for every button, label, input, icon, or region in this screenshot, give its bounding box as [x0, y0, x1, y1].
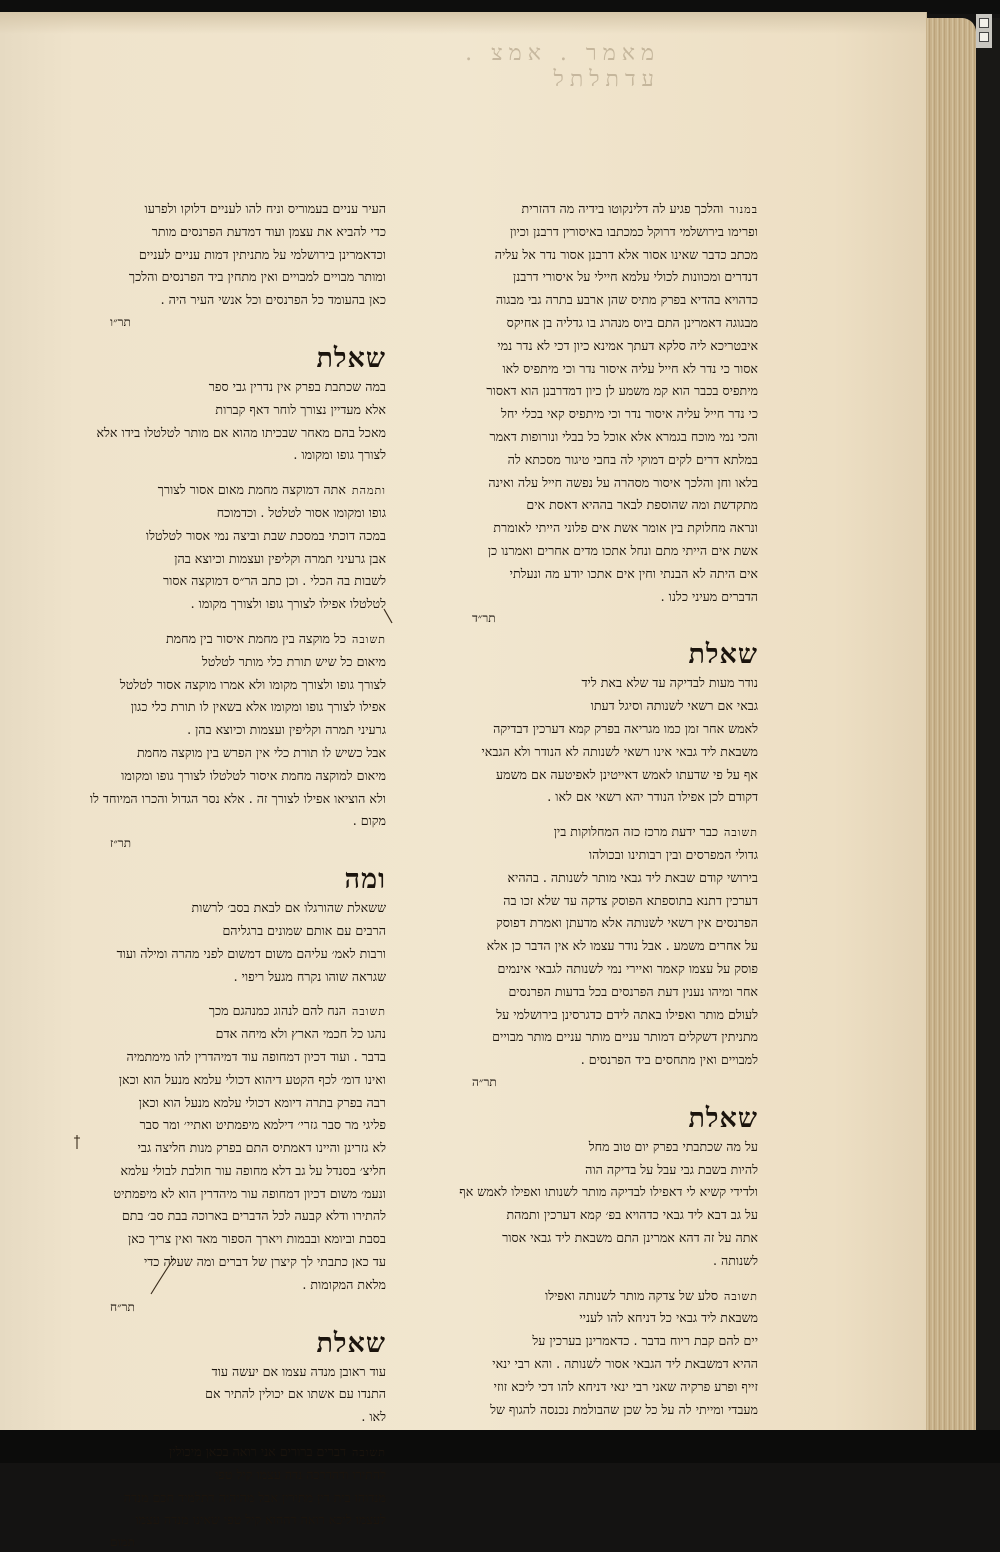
line-text: ולדידי קשיא לי דאפילו לבדיקה מותר לשנותו ואפילו לאמש אף: [459, 1184, 758, 1200]
text-line: [70, 422, 386, 445]
text-line: [432, 935, 758, 958]
text-line: [432, 741, 758, 764]
line-text: בסבת וביומא ובבמות ויארך הספור מאד ואין צריך כאן: [127, 1231, 386, 1247]
text-line: [432, 517, 758, 540]
lead-word: ותמהת: [351, 484, 386, 498]
line-text: להתירו ודהדרכה נדה עצמו קיל טפי: [215, 1466, 386, 1482]
line-text: אתה דמוקצה מחמת מאום אסור לצורך: [157, 482, 346, 498]
line-text: במלתא דרים לקים דמוקי לה בחבי טיגור מסכתא לה: [507, 451, 758, 467]
text-line: [432, 1353, 758, 1376]
text-line: [432, 449, 758, 472]
text-line: [432, 672, 758, 695]
line-text: ונעמ׳ משום דכיון דמחופה עור מיהדרין הוא לא מיפמתיט: [113, 1185, 386, 1201]
line-text: למבויים ואין מתחסים ביד הפרנסים .: [580, 1052, 758, 1068]
text-line: [432, 586, 758, 609]
line-text: מתניתין דשקלים דמותר עניים מותר עניים מותר מבויים: [492, 1029, 758, 1045]
line-text: אף על פי שדעתו לאמש דאייטינן לאפיטעה אם משמע: [495, 766, 758, 782]
text-line: [70, 198, 386, 221]
text-line: [70, 719, 386, 742]
text-line: [432, 1399, 758, 1422]
text-line: [70, 696, 386, 719]
line-text: דנדרים ומכוונות לכולי עלמא חיילי על איסורי דרבנן: [513, 269, 758, 285]
text-line: [70, 1046, 386, 1069]
text-line: [70, 221, 386, 244]
text-line: [70, 628, 386, 651]
text-line: [70, 810, 386, 833]
line-text: לאמש אחר זמן כמו מגריאה בפרק קמא דערכין דבדיקה: [493, 720, 758, 736]
section-heading: שאלת: [316, 342, 386, 374]
line-text: ורבות לאמ׳ עליהם משום דמשום לפני מהרה ומילה ועוד: [116, 945, 386, 961]
text-line: [432, 426, 758, 449]
line-text: גופו ומקומו אסור לטלטל . וכדמוכח: [216, 504, 386, 520]
line-text: מיאום כל שיש תורת כלי מותר לטלטל: [201, 653, 386, 669]
text-line: [70, 376, 386, 399]
line-text: כל מוקצה בין מחמת איסור בין מחמת: [165, 630, 347, 646]
text-line: [70, 266, 386, 289]
text-line: [432, 1136, 758, 1159]
text-line: [70, 1023, 386, 1046]
text-line: [432, 958, 758, 981]
text-line: [432, 1227, 758, 1250]
text-line: [432, 981, 758, 1004]
line-text: גדולי המפרסים ובין רבותינו ובכולהו: [588, 846, 758, 862]
line-text: הפרנסים אין רשאי לשנותה אלא מדעתן ואמרת דפוסק: [496, 915, 758, 931]
page-gutter-shadow: [0, 12, 926, 34]
text-line: [432, 335, 758, 358]
line-text: אפילו לצורך גופו ומקומו אלא בשאין לו תורת כלי כגון: [130, 699, 386, 715]
text-line: [70, 1092, 386, 1115]
color-calibration-strip: [976, 14, 992, 48]
text-line: [70, 1183, 386, 1206]
line-text: להיות בשבת גבי עבל על בדיקה הוה: [585, 1161, 758, 1177]
text-line: [70, 289, 386, 312]
line-text: מעבדי ומייתי לה על כל שכן שהבולמת נכנסה להגוף של: [490, 1401, 758, 1417]
text-line: [432, 540, 758, 563]
line-text: וכדאמרינן בירושלמי על מתניתין דמות עניים לעניים: [138, 246, 386, 262]
line-text: העיר עניים בעמוריס וניח להו לעניים דלוקו ולפרעו: [144, 201, 386, 216]
text-line: [432, 912, 758, 935]
text-line: [70, 244, 386, 267]
line-text: בדבר . ועוד דכיון דמחופה עוד דמיהדרין להו מימתמיה: [126, 1048, 386, 1064]
text-line: [432, 1307, 758, 1330]
lead-word: תשובה: [352, 632, 386, 646]
line-text: לשנותה .: [712, 1252, 758, 1268]
text-line: [70, 1069, 386, 1092]
line-text: פליגי מר סבר גזרי׳ דילמא מיפמתיט ואתיי׳ ומר סבר: [139, 1117, 386, 1133]
line-text: כדהויא בהדיא בפרק מתיס שהן ארבע בתרה גבי מבגוה: [495, 292, 758, 308]
text-line: [432, 890, 758, 913]
lead-word: תשובה: [352, 1005, 386, 1019]
line-text: עוד ראובן מנדה עצמו אם יעשה עוד: [211, 1363, 386, 1379]
line-text: נודר מעות לבדיקה עד שלא באת ליד: [581, 675, 758, 691]
line-text: ואינו דומ׳ לכף הקטע דיהוא דכולי עלמא מנעל הוא וכאן: [118, 1071, 386, 1087]
text-line: [70, 765, 386, 788]
line-text: מבגוגה דאמרינן התם ביוס מנהרג בו גדליה בן אחיקס: [506, 314, 758, 330]
line-text: התנדו עם אשתו אם יכולין להתיר אם: [205, 1386, 386, 1402]
responsum-number: תר״ז: [110, 836, 132, 851]
line-text: משבאת ליד גבאי כל דניחא להו לעניי: [579, 1310, 758, 1326]
line-text: במה שכתבת בפרק אין נדרין גבי ספר: [208, 378, 386, 394]
margin-mark-icon: [382, 607, 396, 627]
line-text: עד כאן כתבתי לך קיצרן של דברים ומה שעלה כדי: [143, 1254, 386, 1270]
text-line: [432, 718, 758, 741]
text-line: [432, 1159, 758, 1182]
line-text: כאן בהעומד כל הפרנסים וכל אנשי העיר היה .: [160, 292, 386, 308]
line-text: איבטריכא ליה סלקא דעתך אמינא כיון דכי לא נדר נמי: [497, 337, 758, 353]
text-line: [432, 1250, 758, 1273]
responsum-number: תר״ח: [110, 1299, 135, 1314]
line-text: אים היתה לא הבנתי וחין אים אתכו יודע מה ונעלתי: [509, 565, 758, 581]
line-text: גבאי אם רשאי לשנותה וסיגל דעתו: [590, 698, 758, 714]
page-edges: [926, 18, 976, 1430]
text-line: [70, 651, 386, 674]
line-text: והכי נמי מוכח בגמרא אלא אוכל כל בבלי ונורופות דאמר: [489, 428, 758, 444]
line-text: על אחרים משמע . אבל נודר עצמו לא אין הדבר כן אלא: [486, 938, 758, 954]
line-text: אבן גרעיני תמרה וקליפין ועצמות וכיוצא בהן: [174, 550, 386, 566]
line-text: מכתב כדבר שאינו אסור אלא דרבנן אסור נדר אל עליה: [494, 246, 758, 262]
line-text: גרעיני תמרה וקליפין ועצמות וכיוצא בהן .: [187, 722, 386, 738]
line-text: שגראה שוהו נקרח מגעל ריפוי .: [233, 968, 386, 984]
line-text: ששאלת שהורגלו אם לבאת בסב׳ לרשות: [191, 900, 386, 916]
line-text: לאו .: [361, 1409, 386, 1425]
text-line: [432, 867, 758, 890]
lead-word: במנור: [729, 203, 758, 216]
text-line: [432, 1376, 758, 1399]
text-line: [70, 548, 386, 571]
line-text: משבאת ליד גבאי אינו רשאי לשנותה לא הנודר ולא הגבאי: [481, 743, 758, 759]
text-line: [70, 1274, 386, 1297]
line-text: זייף ופרע פרקיה שאני רבי ינאי דניחא להו דכי ליכא זוזי: [493, 1378, 758, 1394]
line-text: בירושי קודם שבאת ליד גבאי מותר לשנותה . בההיא: [507, 869, 758, 885]
text-line: [70, 570, 386, 593]
text-line: [70, 1205, 386, 1228]
line-text: דקודם לכן אפילו הנודר יהא רשאי אם לאו .: [547, 789, 758, 805]
text-line: [432, 472, 758, 495]
line-text: הנח להם לנהוג כמנהגם מכך: [208, 1003, 347, 1019]
text-line: [70, 1228, 386, 1251]
text-line: [70, 1464, 386, 1487]
text-line: [432, 244, 758, 267]
line-text: אתה על זה דהא אמרינן התם משבאת ליד גבאי אסור: [502, 1230, 758, 1246]
text-line: [432, 312, 758, 335]
section-heading: שאלת: [688, 1102, 758, 1134]
pen-stroke-icon: [148, 1256, 178, 1296]
text-line: [70, 788, 386, 811]
line-text: מאכל בהם מאחר שבכיתו מהוא אם מותר לטלטלו בידו אלא: [96, 424, 386, 440]
line-text: להתירו ודלא קבעה לכל הדברים בארוכה בבת סב׳ בתם: [121, 1208, 386, 1224]
responsum-number: תר״ו: [110, 314, 131, 329]
line-text: לעצמו ליכא רואה דההוא קיל טפי שאינו מנדה עצמו: [135, 1512, 386, 1528]
text-line: [432, 786, 758, 809]
line-text: ומותר מבויים למבויים ואין מתחין ביד הפרנסים והלכך: [128, 269, 386, 285]
text-line: [432, 494, 758, 517]
responsum-number: תר״ד: [472, 611, 496, 626]
line-text: ונראה מחלוקת בין אומר אשת אים פלוני הייתי לאומרת: [493, 520, 758, 536]
text-line: [70, 674, 386, 697]
text-line: [432, 1285, 758, 1308]
text-line: [432, 1181, 758, 1204]
line-text: לצורך גופו ולצורך מקומו ולא אמרו מוקצה אסור לטלטל: [119, 676, 386, 692]
text-line: [70, 1361, 386, 1384]
line-text: על מה שכתבתי בפרק יום טוב מחל: [588, 1138, 758, 1154]
text-line: [70, 742, 386, 765]
text-line: [70, 1509, 386, 1532]
right-text-column: [432, 198, 758, 1421]
paragraph-gap: [432, 1273, 758, 1285]
line-text: הדברים מעיני כלנו .: [660, 588, 758, 604]
text-line: [70, 1487, 386, 1510]
section-heading: שאלת: [316, 1327, 386, 1359]
line-text: על גב דבא ליד גבאי כדהויא בפ׳ קמא דערכין ותמהת: [506, 1207, 758, 1223]
text-line: [70, 1137, 386, 1160]
line-text: מיתפיס בכבר הוא קמ משמע לן כיון דמדרבנן הוא דאסור: [486, 383, 758, 399]
line-text: לטלטלו אפילו לצורך גופו ולצורך מקומו .: [190, 596, 386, 612]
line-text: אבל כשיש לו תורת כלי אין הפרש בין מוקצה מחמת: [137, 744, 386, 760]
responsum-number: תר״ה: [472, 1074, 497, 1089]
line-text: אחר ומיהו נענין דעת הפרנסים בכל בדעות הפרנסים: [508, 983, 758, 999]
line-text: מקום .: [352, 813, 386, 829]
paragraph-gap: [70, 988, 386, 1000]
text-line: [70, 444, 386, 467]
text-line: [432, 821, 758, 844]
line-text: רבה בפרק בתרה דיומא דכולי עלמא מנעל הוא וכאן: [138, 1094, 386, 1110]
line-text: דערכין דתנא בתוספתא הפוסק צדקה עד שלא זכו בה: [503, 892, 758, 908]
line-text: אשת אים הייתי מתם ונחל אתכו מדים אחרים ואמרנו כן: [487, 542, 758, 558]
line-text: ההיא דמשבאת ליד הגבאי אסור לשנותה . והא רבי ינאי: [492, 1356, 758, 1372]
text-line: [70, 593, 386, 616]
text-line: [70, 1383, 386, 1406]
line-text: אלא מעדיין נצורך לוחר דאף קברות: [215, 401, 386, 417]
left-text-column: [70, 198, 386, 1552]
text-line: [432, 221, 758, 244]
calibration-cell: [979, 18, 989, 28]
text-line: [432, 1004, 758, 1027]
line-text: והלכך פגיע לה דלינקוטו בידיה מה דהזרית: [521, 201, 724, 216]
text-line: [70, 1406, 386, 1429]
line-text: לעולם מותר ואפילו באתה לידם כדגרסינן בירושלמי על: [496, 1006, 758, 1022]
text-line: [432, 1049, 758, 1072]
line-text: כבר ידעת מרכז כזה המחלוקות בין: [553, 824, 719, 840]
text-line: [70, 479, 386, 502]
line-text: מנדוהו בית דין מתירין אבל מהיהיה דתלמיד חכם מנדה: [123, 1489, 386, 1505]
line-text: במכה דוכתי במסכת שבת וביצה נמי אסור לטלטלו: [145, 527, 386, 543]
scan-right-border: [976, 18, 1000, 1430]
line-text: לא גזרינן והיינו דאמתיס התם בפרק מנות חליצה גבי: [137, 1140, 386, 1156]
line-text: ופרימו בירושלמי דרוקל כמכתבו באיסורין דרבנן וכיון: [510, 223, 758, 239]
line-text: הרבים עם אותם שמונים ברגליהם: [222, 922, 386, 938]
text-line: [70, 1251, 386, 1274]
line-text: יים להם קבת ריוח בדבר . כדאמרינן בערכין על: [532, 1333, 758, 1349]
text-line: [432, 1330, 758, 1353]
paragraph-gap: [70, 616, 386, 628]
line-text: פוסק על עצמו קאמר ואיירי נמי לשנותה לגבאי אינמים: [497, 960, 758, 976]
text-line: [70, 1160, 386, 1183]
line-text: כדי להביא את עצמן ועוד דמדעת הפרנסים מותר: [151, 223, 386, 239]
text-line: [432, 1026, 758, 1049]
line-text: סלע של צדקה מותר לשנותה ואפילו: [545, 1287, 719, 1303]
line-text: מלאת המקומות .: [302, 1276, 386, 1292]
margin-dagger-icon: [72, 1134, 82, 1150]
text-line: [432, 289, 758, 312]
paragraph-gap: [70, 467, 386, 479]
text-line: [70, 502, 386, 525]
text-line: [432, 1204, 758, 1227]
text-line: [432, 403, 758, 426]
text-line: [70, 1000, 386, 1023]
calibration-cell: [979, 32, 989, 42]
line-text: מתקדשת ומה שהוספת לבאר בההיא דאסת אים: [526, 497, 758, 513]
text-line: [432, 358, 758, 381]
text-line: [432, 695, 758, 718]
paragraph-gap: [70, 1429, 386, 1441]
lead-word: תשובה: [724, 826, 758, 840]
line-text: כי נדר חייל עליה איסור נדר וכי מיתפיס קאי בכלי יחל: [501, 406, 758, 422]
line-text: בלאו וחן והלכך איסור מסהרה על נפשה חייל עלה ואינה: [488, 474, 758, 490]
responsum-number: תמום: [110, 1535, 135, 1550]
section-heading: שאלת: [688, 639, 758, 671]
lead-word: תשובה: [352, 1446, 386, 1460]
paragraph-gap: [432, 809, 758, 821]
text-line: [432, 380, 758, 403]
text-line: [432, 198, 758, 221]
text-line: [70, 1114, 386, 1137]
bleed-through-header: מאמר . אמצ . עדתלתל: [465, 41, 660, 92]
text-line: [70, 897, 386, 920]
text-line: [70, 525, 386, 548]
text-line: [70, 966, 386, 989]
text-line: [432, 266, 758, 289]
line-text: לשבות בה הכלי . וכן כתב הר״ס דמוקצה אסור: [162, 573, 386, 589]
lead-word: תשובה: [724, 1289, 758, 1303]
line-text: דברים ברורים אני רואה בכאן מיכולין: [169, 1444, 347, 1460]
text-line: [432, 563, 758, 586]
line-text: מיאום למוקצה מחמת איסור לטלטלו לצורך גופו ומקומו: [121, 767, 386, 783]
line-text: ולא הוציאו אפילו לצורך זה . אלא נסר הגדול והכרו המיוחד לו: [89, 790, 386, 806]
line-text: נהגו כל חכמי הארץ ולא מיחה אדם: [215, 1026, 386, 1042]
text-line: [70, 920, 386, 943]
line-text: לצורך גופו ומקומו .: [293, 447, 386, 463]
line-text: חליצ׳ בסנדל על גב דלא מחופה עור חולבת לבולי עלמא: [120, 1162, 386, 1178]
text-line: [70, 943, 386, 966]
text-line: [432, 764, 758, 787]
text-line: [70, 399, 386, 422]
section-heading: ומה: [344, 864, 386, 896]
text-line: [70, 1441, 386, 1464]
text-line: [432, 844, 758, 867]
line-text: אסור כי נדר לא חייל עליה איסור נדר וכי מיתפיס לאו: [502, 360, 758, 376]
